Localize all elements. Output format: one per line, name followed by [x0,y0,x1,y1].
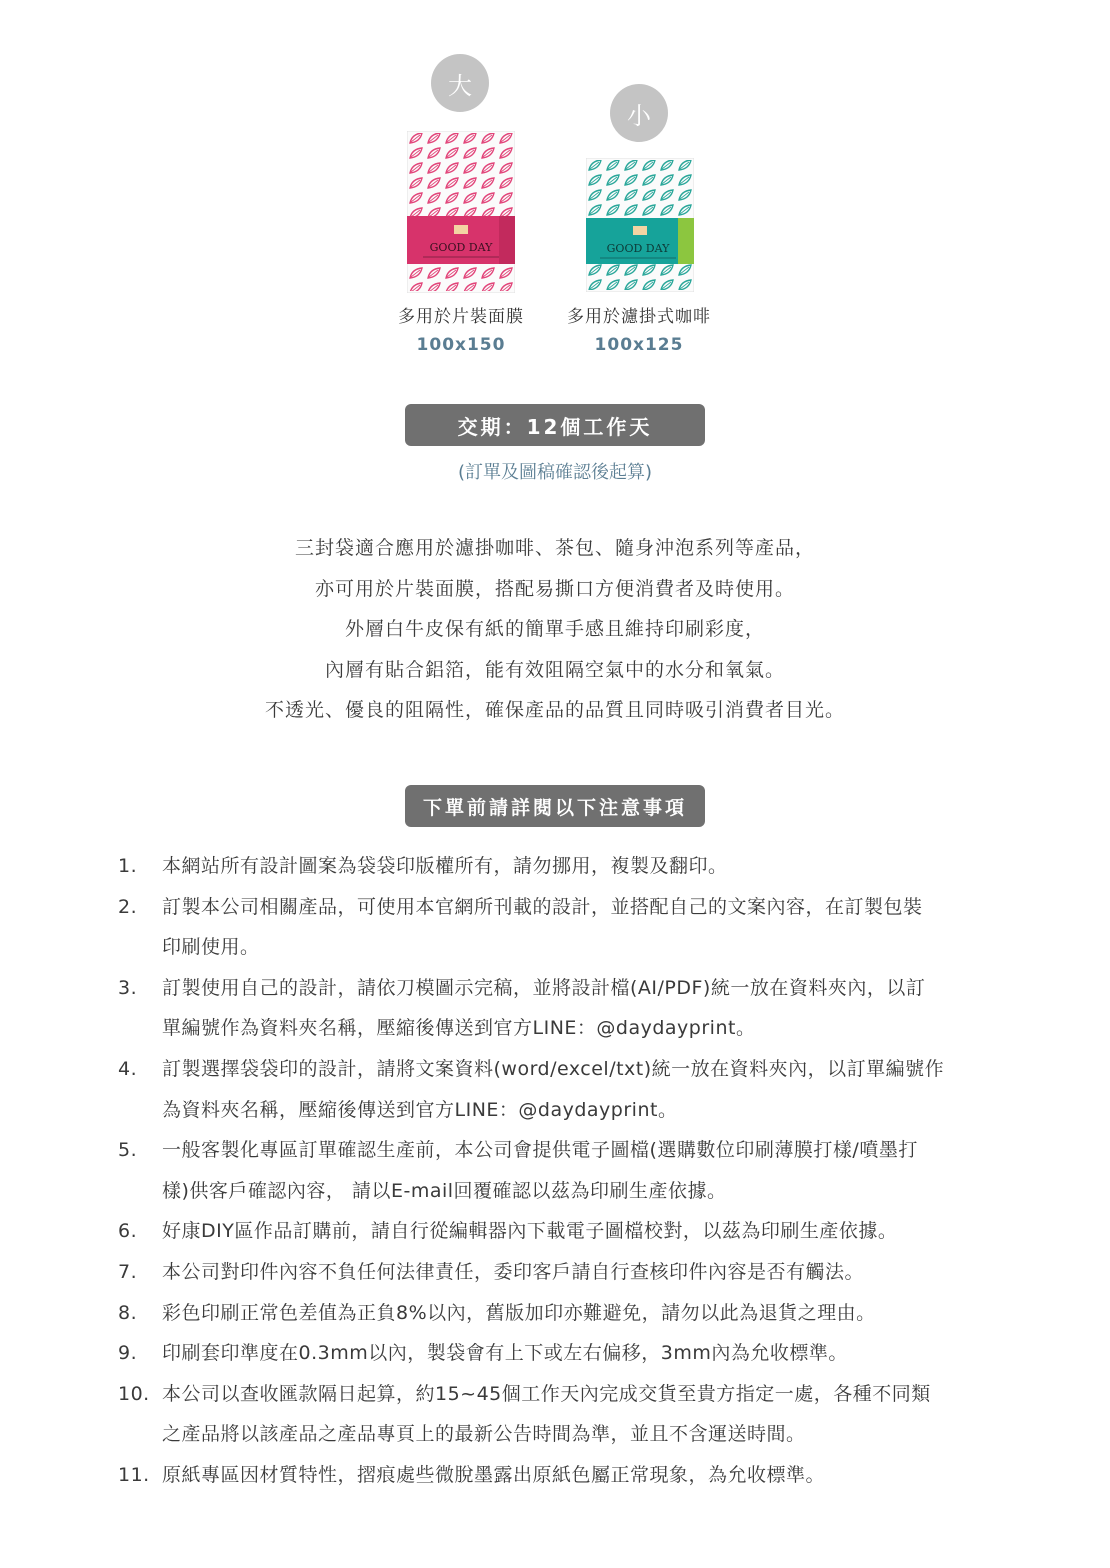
notice-item [118,887,998,968]
notice-item-number: 6. [118,1220,138,1243]
notice-item-text: 訂製選擇袋袋印的設計，請將文案資料(word/excel/txt)統一放在資料夾內，以訂單編號作 [162,1057,945,1080]
notice-item-text: 本公司對印件內容不負任何法律責任，委印客戶請自行查核印件內容是否有觸法。 [162,1260,865,1283]
notice-item-number: 2. [118,895,138,918]
notice-item-number: 11. [118,1463,150,1486]
notice-item [118,846,998,887]
notice-item [118,1211,998,1252]
notice-item-text: 原紙專區因材質特性，摺痕處些微脫墨露出原紙色屬正常現象，為允收標準。 [162,1463,826,1486]
product-description [0,534,1110,737]
notice-item-text: 樣)供客戶確認內容， 請以E-mail回覆確認以茲為印刷生產依據。 [162,1179,727,1202]
notice-item-text: 彩色印刷正常色差值為正負8%以內，舊版加印亦難避免，請勿以此為退貨之理由。 [162,1301,876,1324]
notice-item [118,1455,998,1496]
notice-item-number: 10. [118,1382,150,1405]
description-line: 不透光、優良的阻隔性，確保產品的品質且同時吸引消費者目光。 [264,699,845,721]
notice-item-number: 9. [118,1342,138,1365]
notice-item-number: 7. [118,1260,138,1283]
size-badge-large: 大 [431,54,489,112]
product-dimensions-small: 100x125 [594,335,684,355]
product-caption-large [371,302,551,355]
notice-item-number: 3. [118,976,138,999]
notice-item-text: 印刷使用。 [162,936,260,959]
notice-item [118,1374,998,1455]
notice-item-text: 單編號作為資料夾名稱，壓縮後傳送到官方LINE：@daydayprint。 [162,1017,756,1040]
size-badge-small: 小 [610,84,668,142]
notice-item-text: 之產品將以該產品之產品專頁上的最新公告時間為準，並且不含運送時間。 [162,1423,806,1446]
notice-item [118,1049,998,1130]
notice-item-number: 4. [118,1057,138,1080]
notice-item-text: 本公司以查收匯款隔日起算，約15~45個工作天內完成交貨至貴方指定一處，各種不同類 [162,1382,931,1405]
pouch-image-small [586,158,694,292]
notice-item [118,968,998,1049]
pouch-label-small: GOOD DAY [606,242,670,255]
description-line: 內層有貼合鋁箔，能有效阻隔空氣中的水分和氧氣。 [324,658,785,681]
product-dimensions-large: 100x150 [416,335,506,355]
notice-item [118,1130,998,1211]
notice-item [118,1293,998,1334]
notice-item-text: 本網站所有設計圖案為袋袋印版權所有，請勿挪用，複製及翻印。 [162,855,728,877]
notice-item-text: 為資料夾名稱，壓縮後傳送到官方LINE：@daydayprint。 [162,1098,678,1121]
notice-item [118,1333,998,1374]
notice-item [118,1252,998,1293]
product-use-large: 多用於片裝面膜 [398,307,524,327]
notice-item-text: 印刷套印準度在0.3mm以內，製袋會有上下或左右偏移，3mm內為允收標準。 [162,1342,848,1365]
pouch-image-large [407,131,515,293]
notice-list [118,846,998,1496]
notice-item-number: 8. [118,1301,138,1324]
notice-item-text: 一般客製化專區訂單確認生產前，本公司會提供電子圖檔(選購數位印刷薄膜打樣/噴墨打 [162,1139,918,1162]
pouch-label-large: GOOD DAY [429,241,493,254]
notice-item-text: 訂製使用自己的設計，請依刀模圖示完稿，並將設計檔(AI/PDF)統一放在資料夾內，以訂 [162,976,926,999]
notice-item-number: 5. [118,1139,138,1162]
notice-title-banner: 下單前請詳閱以下注意事項 [405,785,705,827]
notice-item-number: 1. [118,855,138,877]
delivery-time-banner: 交期：12個工作天 [405,404,705,446]
description-line: 三封袋適合應用於濾掛咖啡、茶包、隨身沖泡系列等產品， [294,537,815,559]
product-use-small: 多用於濾掛式咖啡 [567,307,711,327]
notice-item-text: 訂製本公司相關產品，可使用本官網所刊載的設計，並搭配自己的文案內容，在訂製包裝 [162,895,923,918]
description-line: 外層白牛皮保有紙的簡單手感且維持印刷彩度， [344,618,765,640]
delivery-note: (訂單及圖稿確認後起算) [457,462,653,483]
notice-item-text: 好康DIY區作品訂購前，請自行從編輯器內下載電子圖檔校對，以茲為印刷生產依據。 [162,1220,898,1243]
product-caption-small [549,302,729,355]
description-line: 亦可用於片裝面膜，搭配易撕口方便消費者及時使用。 [314,577,795,600]
